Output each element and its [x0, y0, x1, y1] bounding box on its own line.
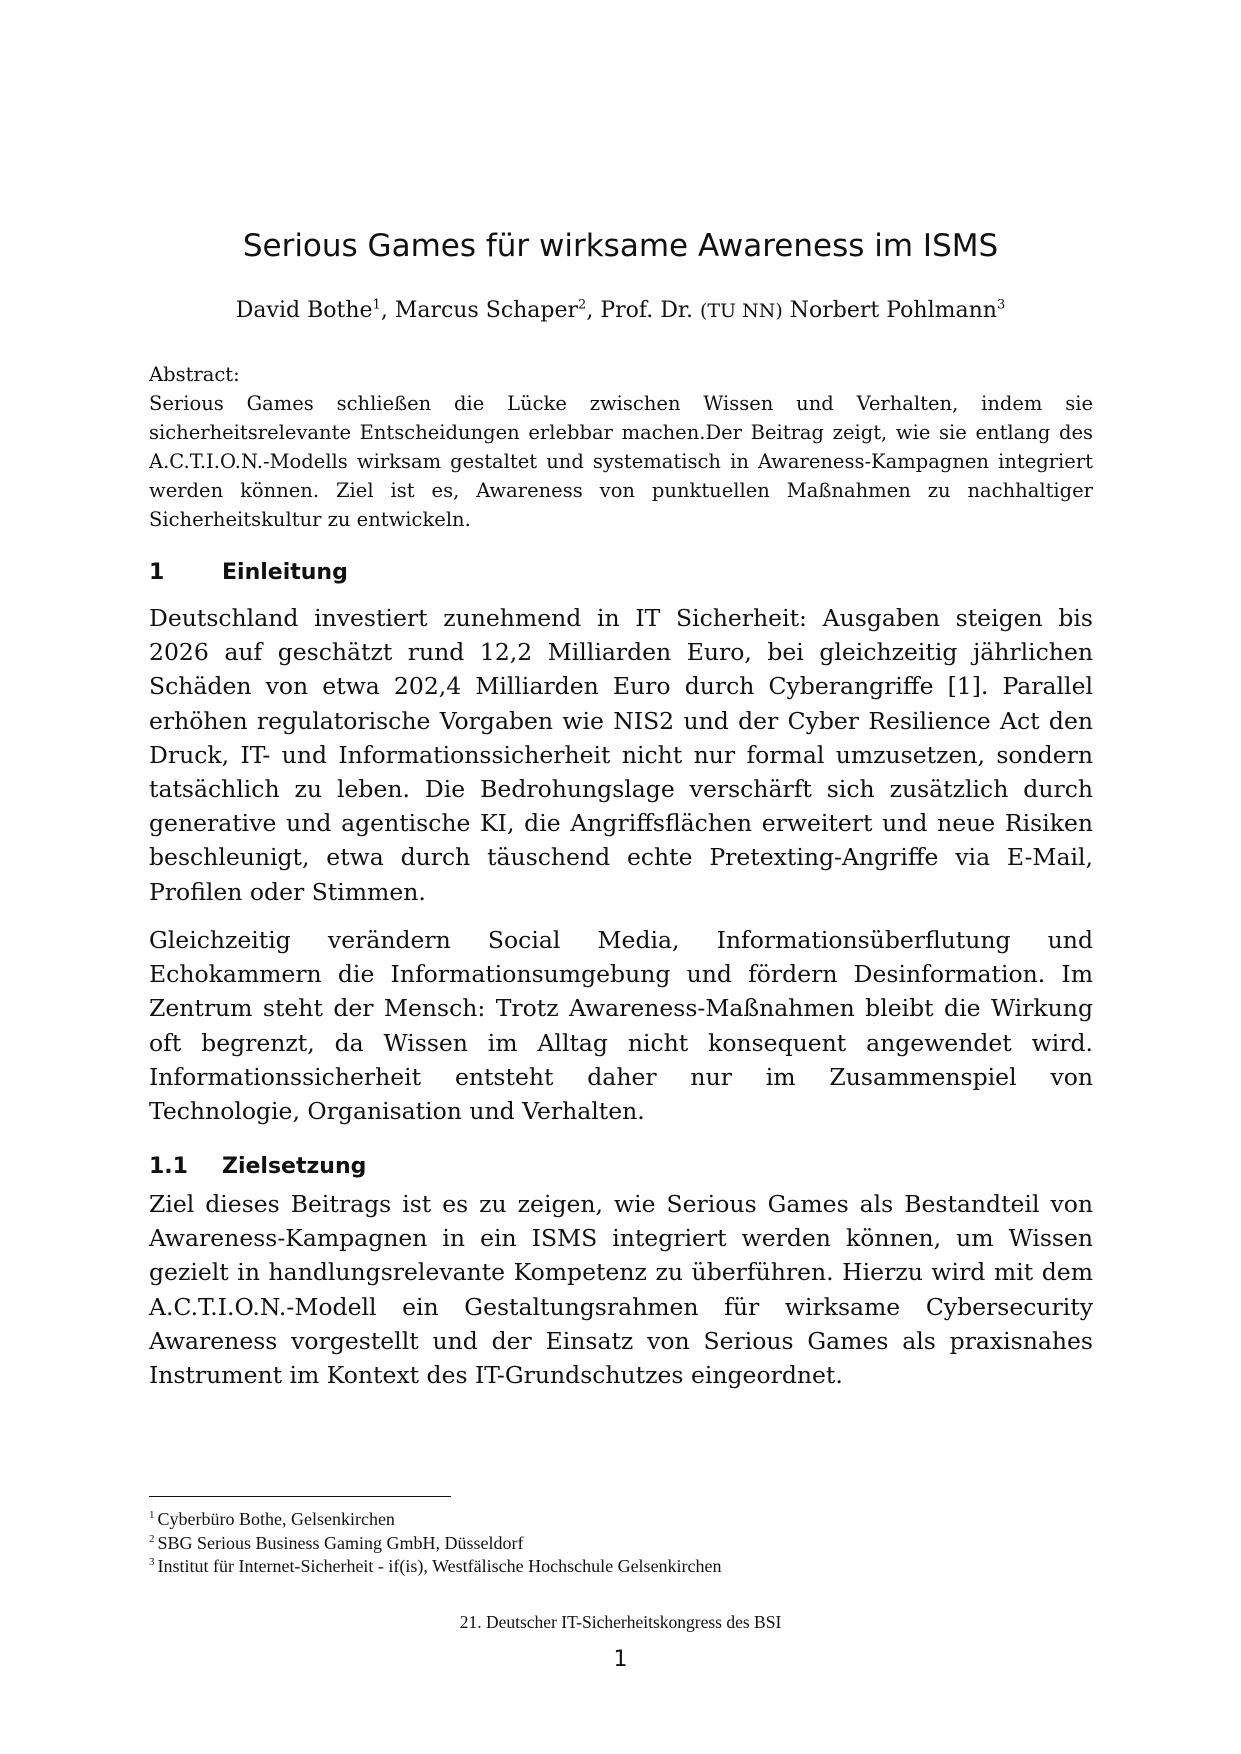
author-line: [0, 298, 1241, 323]
footnote-mark: 2: [149, 1532, 155, 1545]
author-separator: ,: [586, 298, 601, 323]
author-prefix: Prof. Dr.: [600, 298, 693, 323]
conference-footer: 21. Deutscher IT-Sicherheitskongress des BSI: [459, 1612, 782, 1632]
footnote-item: [149, 1532, 1093, 1556]
section-heading-zielsetzung: [149, 1154, 366, 1179]
author-name: David Bothe: [235, 298, 373, 323]
paragraph: Ziel dieses Beitrags ist es zu zeigen, wie Serious Games als Bestandteil von Awareness-Kampagnen in ein ISMS integriert werden können, um Wissen gezielt in handlungsrelevante Kompetenz zu überführen. Hierzu wird mit dem A.C.T.I.O.N.-Modell ein Gestaltungsrahmen für wirksame Cybersecurity Awareness vorgestellt und der Einsatz von Serious Games als praxisnahes Instrument im Kontext des IT-Grundschutzes eingeordnet.: [149, 1190, 1093, 1390]
section-heading-einleitung: [149, 560, 348, 585]
footnote-text: Institut für Internet-Sicherheit - if(is), Westfälische Hochschule Gelsenkirchen: [157, 1556, 722, 1576]
footnote-divider: [149, 1496, 451, 1497]
author-name: Norbert Pohlmann: [789, 298, 997, 323]
author-separator: ,: [380, 298, 395, 323]
footnote-text: Cyberbüro Bothe, Gelsenkirchen: [157, 1509, 395, 1529]
author-affiliation-tag: (TU NN): [699, 300, 783, 322]
author-name: Marcus Schaper: [394, 298, 579, 323]
section-title: Einleitung: [222, 560, 348, 585]
paper-title: Serious Games für wirksame Awareness im ISMS: [242, 228, 999, 264]
abstract-label: Abstract:: [149, 363, 240, 386]
author-footnote-mark[interactable]: 1: [372, 297, 381, 313]
paragraph: Deutschland investiert zunehmend in IT Sicherheit: Ausgaben steigen bis 2026 auf geschätzt rund 12,2 Milliarden Euro, bei gleichzeitig jährlichen Schäden von etwa 202,4 Milliarden Euro durch Cyberangriffe [1]. Parallel erhöhen regulatorische Vorgaben wie NIS2 und der Cyber Resilience Act den Druck, IT- und Informationssicherheit nicht nur formal umzusetzen, sondern tatsächlich zu leben. Die Bedrohungslage verschärft sich zusätzlich durch generative und agentische KI, die Angriffsflächen erweitert und neue Risiken beschleunigt, etwa durch täuschend echte Pretexting-Angriffe via E-Mail, Profilen oder Stimmen.: [149, 604, 1093, 906]
footnote-text: SBG Serious Business Gaming GmbH, Düsseldorf: [157, 1532, 524, 1553]
author-footnote-mark[interactable]: 2: [578, 297, 587, 313]
footnote-item: [149, 1508, 1093, 1532]
section-number: 1.1: [149, 1154, 188, 1179]
footnote-item: [149, 1555, 1093, 1579]
section-title: Zielsetzung: [222, 1154, 367, 1179]
paragraph: Gleichzeitig verändern Social Media, Informationsüberflutung und Echokammern die Informationsumgebung und fördern Desinformation. Im Zentrum steht der Mensch: Trotz Awareness-Maßnahmen bleibt die Wirkung oft begrenzt, da Wissen im Alltag nicht konsequent angewendet wird. Informationssicherheit entsteht daher nur im Zusammenspiel von Technologie, Organisation und Verhalten.: [149, 926, 1093, 1126]
footnotes: [149, 1508, 1093, 1579]
abstract-text: Serious Games schließen die Lücke zwischen Wissen und Verhalten, indem sie sicherheitsrelevante Entscheidungen erlebbar machen.Der Beitrag zeigt, wie sie entlang des A.C.T.I.O.N.-Modells wirksam gestaltet und systematisch in Awareness-Kampagnen integriert werden können. Ziel ist es, Awareness von punktuellen Maßnahmen zu nachhaltiger Sicherheitskultur zu entwickeln.: [149, 392, 1093, 531]
section-number: 1: [149, 560, 165, 585]
abstract: [149, 360, 1093, 534]
footnote-mark: 3: [149, 1556, 155, 1568]
page-number: 1: [613, 1647, 628, 1672]
footnote-mark: 1: [149, 1509, 155, 1521]
author-footnote-mark[interactable]: 3: [996, 297, 1006, 313]
